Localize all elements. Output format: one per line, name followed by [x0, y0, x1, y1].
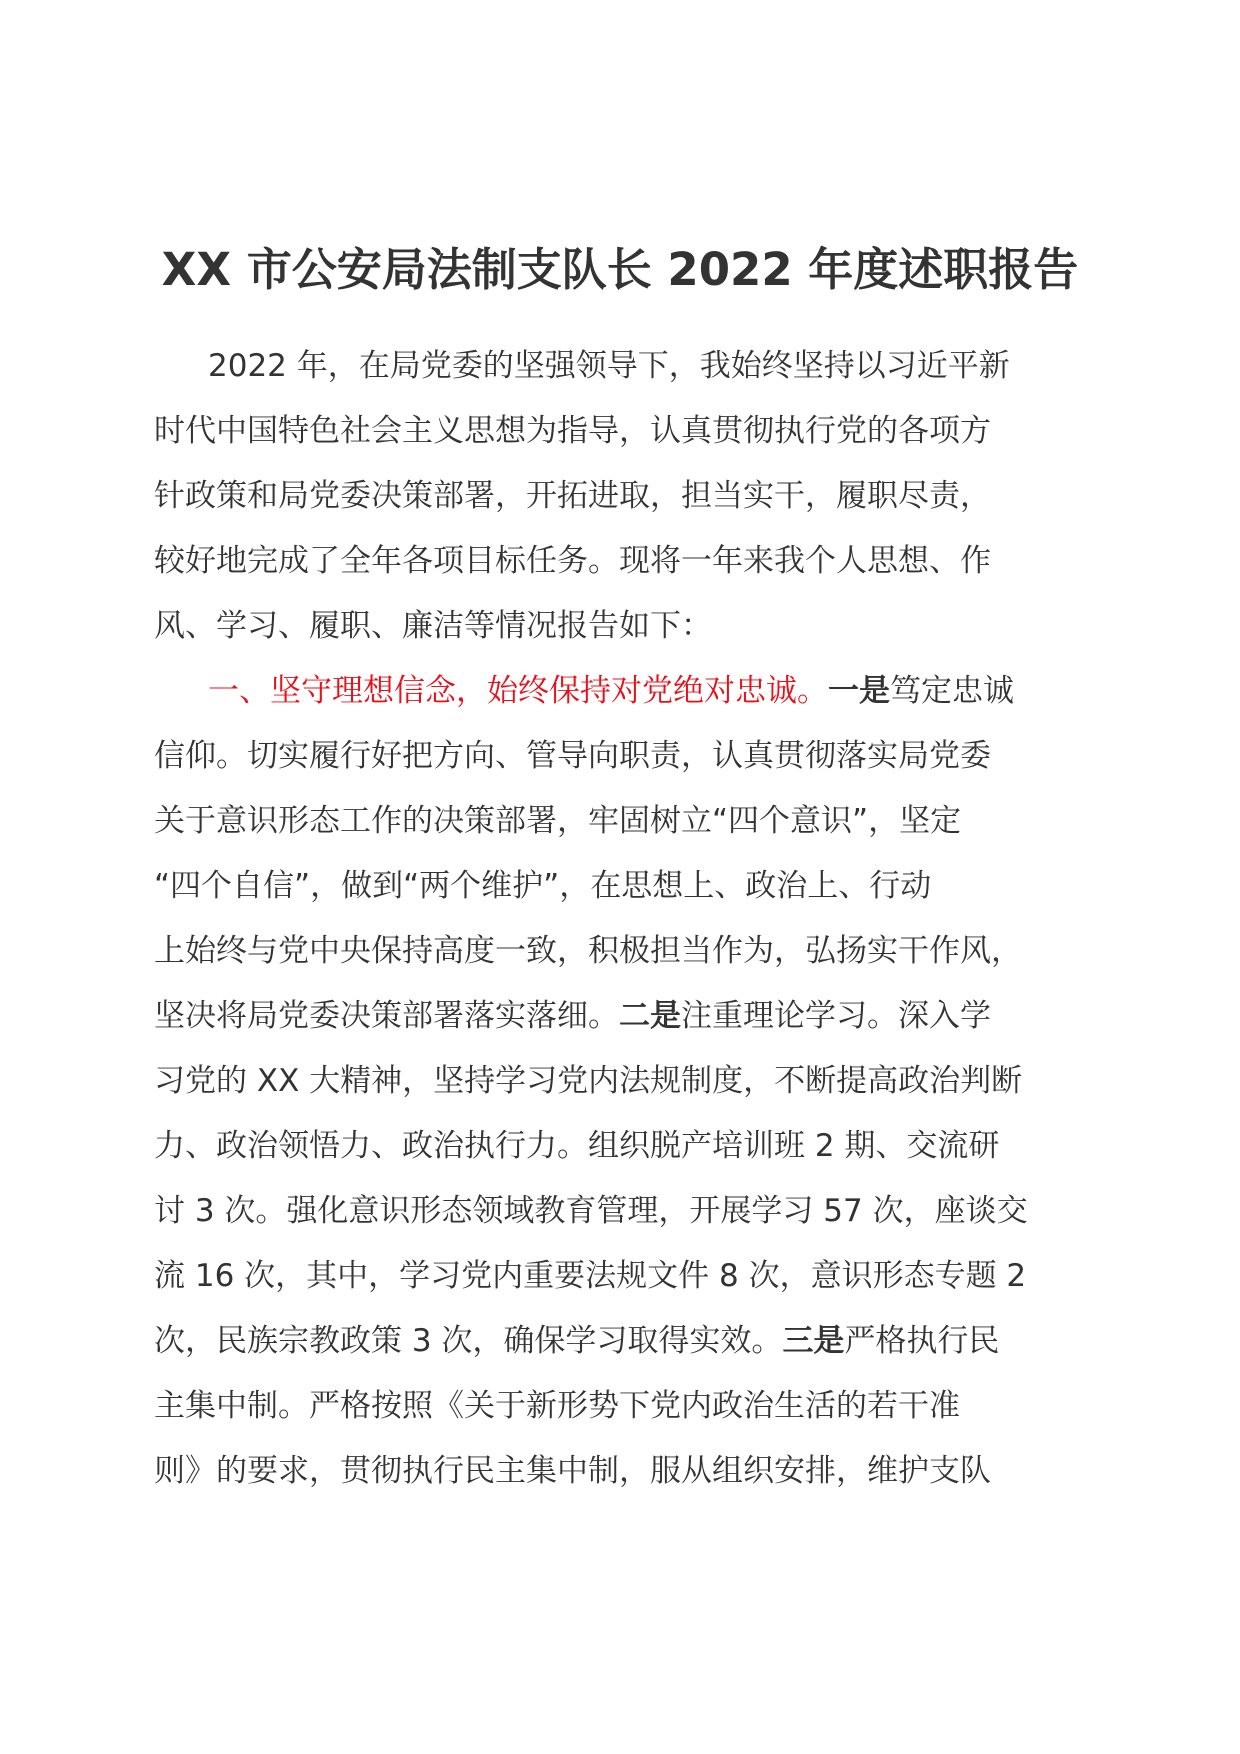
paragraph-text: 注重理论学习。深入学: [681, 998, 991, 1034]
document-body: [154, 334, 1089, 1504]
paragraph-line: 风、学习、履职、廉洁等情况报告如下：: [154, 608, 712, 644]
point-label: 一是: [828, 673, 890, 709]
paragraph-line: [154, 1309, 1089, 1374]
paragraph-line: 则》的要求，贯彻执行民主集中制，服从组织安排，维护支队: [154, 1453, 991, 1489]
paragraph-text: 笃定忠诚: [890, 673, 1014, 709]
paragraph-line: 讨 3 次。强化意识形态领域教育管理，开展学习 57 次，座谈交: [154, 1193, 1028, 1229]
paragraph-text: 次，民族宗教政策 3 次，确保学习取得实效。: [154, 1323, 783, 1359]
paragraph-line: 较好地完成了全年各项目标任务。现将一年来我个人思想、作: [154, 543, 991, 579]
paragraph-line: 时代中国特色社会主义思想为指导，认真贯彻执行党的各项方: [154, 413, 991, 449]
section-heading: 一、坚守理想信念，始终保持对党绝对忠诚。: [208, 673, 828, 709]
point-label: 三是: [782, 1323, 845, 1359]
paragraph-line: 流 16 次，其中，学习党内重要法规文件 8 次，意识形态专题 2: [154, 1258, 1027, 1294]
document-title: XX 市公安局法制支队长 2022 年度述职报告: [161, 243, 1079, 296]
paragraph-line: 上始终与党中央保持高度一致，积极担当作为，弘扬实干作风，: [154, 933, 1022, 969]
paragraph-line: 力、政治领悟力、政治执行力。组织脱产培训班 2 期、交流研: [154, 1128, 1000, 1164]
paragraph-line: 习党的 XX 大精神，坚持学习党内法规制度，不断提高政治判断: [154, 1063, 1023, 1099]
paragraph-line: “四个自信”，做到“两个维护”，在思想上、政治上、行动: [154, 868, 932, 904]
point-label: 二是: [619, 998, 681, 1034]
paragraph-line: 信仰。切实履行好把方向、管导向职责，认真贯彻落实局党委: [154, 738, 991, 774]
section-heading-line: [154, 659, 1089, 724]
paragraph-line: 关于意识形态工作的决策部署，牢固树立“四个意识”，坚定: [154, 803, 962, 839]
paragraph-line: [154, 984, 1089, 1049]
paragraph-line: 2022 年，在局党委的坚强领导下，我始终坚持以习近平新: [208, 348, 1010, 384]
paragraph-text: 严格执行民: [844, 1323, 1000, 1359]
paragraph-line: 针政策和局党委决策部署，开拓进取，担当实干，履职尽责，: [154, 478, 991, 514]
paragraph-text: 坚决将局党委决策部署落实落细。: [154, 998, 619, 1034]
paragraph-line: 主集中制。严格按照《关于新形势下党内政治生活的若干准: [154, 1388, 960, 1424]
